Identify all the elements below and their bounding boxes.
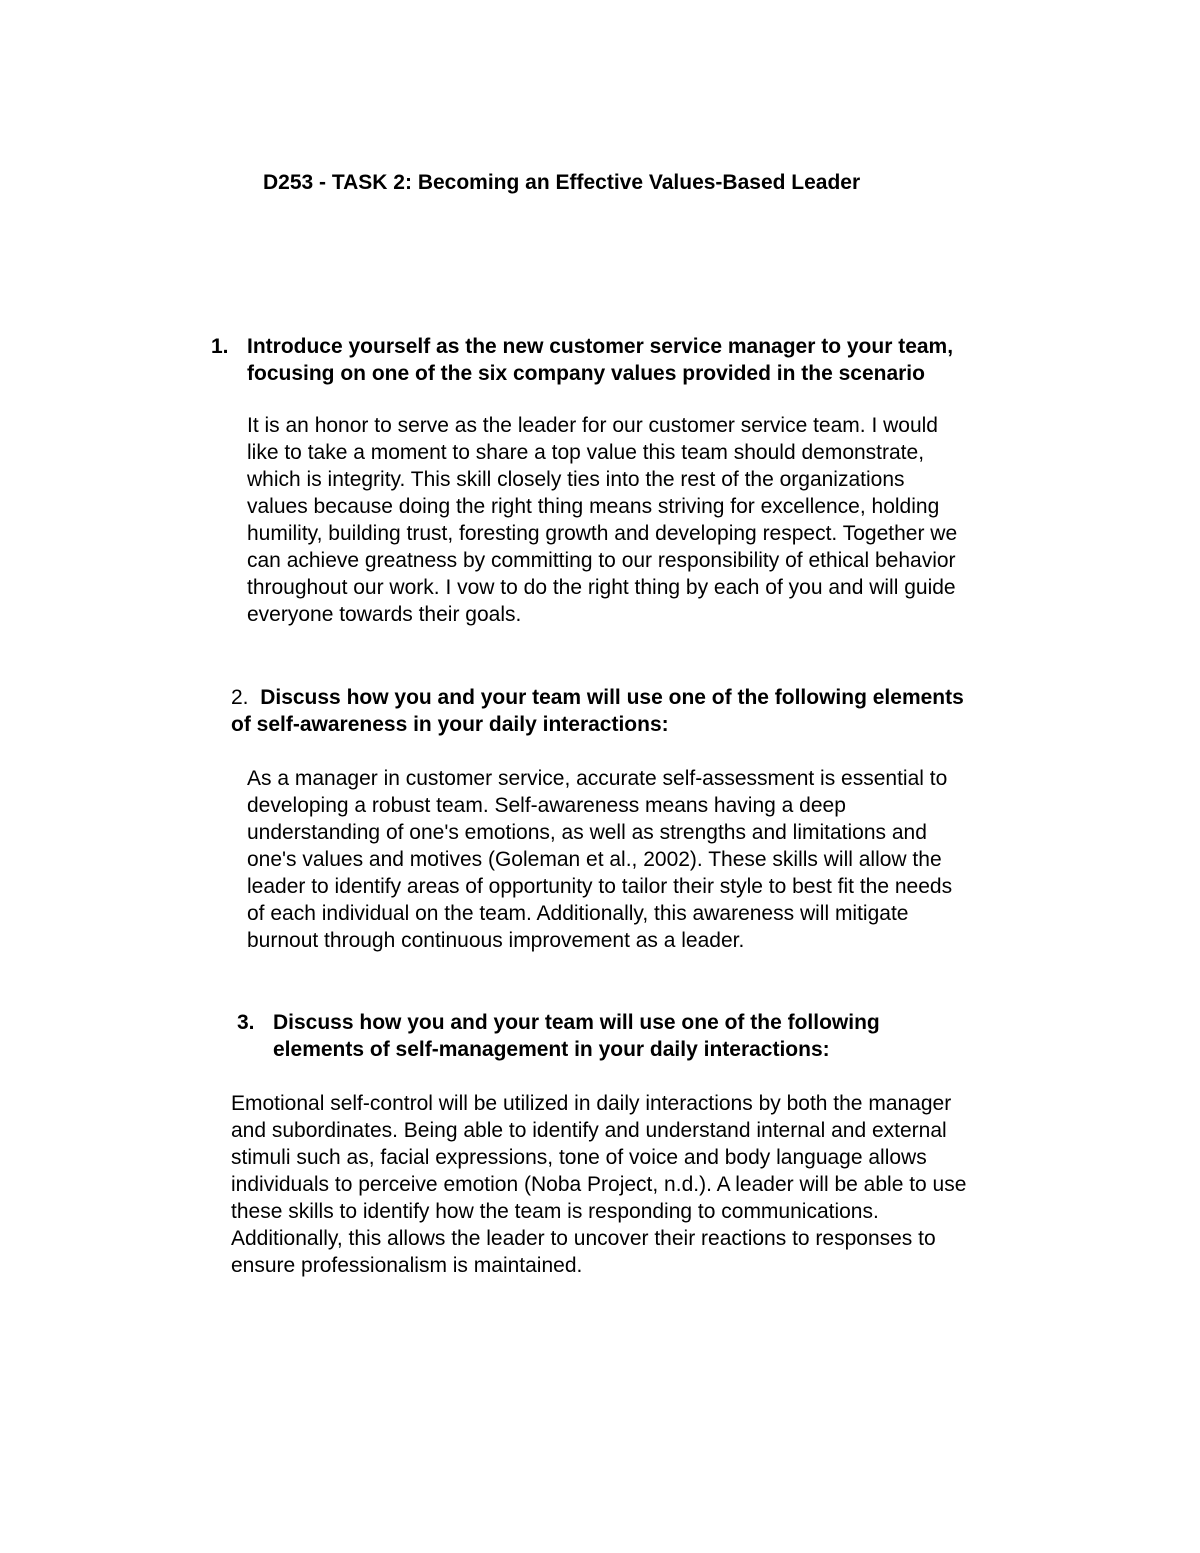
- section-1-heading-line: Introduce yourself as the new customer service manager to your team,: [247, 335, 954, 358]
- section-1-heading: [247, 333, 953, 387]
- section-1-body-line: can achieve greatness by committing to our responsibility of ethical behavior: [247, 549, 956, 572]
- section-2-body-line: leader to identify areas of opportunity to tailor their style to best fit the needs: [247, 875, 953, 898]
- section-3-heading-line: Discuss how you and your team will use one of the following: [273, 1011, 880, 1034]
- section-3-body-line: ensure professionalism is maintained.: [231, 1254, 583, 1277]
- section-3-body-line: Additionally, this allows the leader to uncover their reactions to responses to: [231, 1227, 936, 1250]
- section-2-body-line: one's values and motives (Goleman et al., 2002). These skills will allow the: [247, 848, 942, 871]
- section-2-body-line: burnout through continuous improvement as a leader.: [247, 929, 745, 952]
- section-1-body: [247, 412, 957, 628]
- section-3-body-line: Emotional self-control will be utilized in daily interactions by both the manager: [231, 1092, 952, 1115]
- document-title: D253 - TASK 2: Becoming an Effective Values-Based Leader: [263, 171, 861, 194]
- section-1-body-line: values because doing the right thing means striving for excellence, holding: [247, 495, 940, 518]
- section-3-body-line: individuals to perceive emotion (Noba Project, n.d.). A leader will be able to use: [231, 1173, 967, 1196]
- section-2-number: 2.: [231, 686, 249, 709]
- section-2-body-line: As a manager in customer service, accurate self-assessment is essential to: [247, 767, 948, 790]
- section-3-heading: [273, 1009, 880, 1063]
- section-1-number: 1.: [211, 335, 229, 358]
- section-2-heading-line: Discuss how you and your team will use one of the following elements: [260, 686, 964, 709]
- section-2-heading-line: of self-awareness in your daily interactions:: [231, 713, 669, 736]
- section-2-body-line: developing a robust team. Self-awareness means having a deep: [247, 794, 846, 817]
- section-3-body-line: these skills to identify how the team is responding to communications.: [231, 1200, 879, 1223]
- section-2-body-line: understanding of one's emotions, as well as strengths and limitations and: [247, 821, 927, 844]
- section-1-body-line: which is integrity. This skill closely ties into the rest of the organizations: [247, 468, 905, 491]
- section-1-body-line: everyone towards their goals.: [247, 603, 522, 626]
- section-1-heading-line: focusing on one of the six company values provided in the scenario: [247, 362, 925, 385]
- section-1-body-line: It is an honor to serve as the leader for our customer service team. I would: [247, 414, 938, 437]
- section-3-heading-line: elements of self-management in your daily interactions:: [273, 1038, 830, 1061]
- section-1-body-line: like to take a moment to share a top value this team should demonstrate,: [247, 441, 925, 464]
- section-3-body-line: and subordinates. Being able to identify and understand internal and external: [231, 1119, 947, 1142]
- section-2-body: [247, 765, 952, 954]
- section-1-body-line: throughout our work. I vow to do the right thing by each of you and will guide: [247, 576, 956, 599]
- section-3-body: [231, 1090, 966, 1279]
- section-2-body-line: of each individual on the team. Additionally, this awareness will mitigate: [247, 902, 909, 925]
- section-2-heading: [231, 684, 964, 738]
- section-1-body-line: humility, building trust, foresting growth and developing respect. Together we: [247, 522, 958, 545]
- section-3-number: 3.: [237, 1011, 255, 1034]
- section-3-body-line: stimuli such as, facial expressions, tone of voice and body language allows: [231, 1146, 927, 1169]
